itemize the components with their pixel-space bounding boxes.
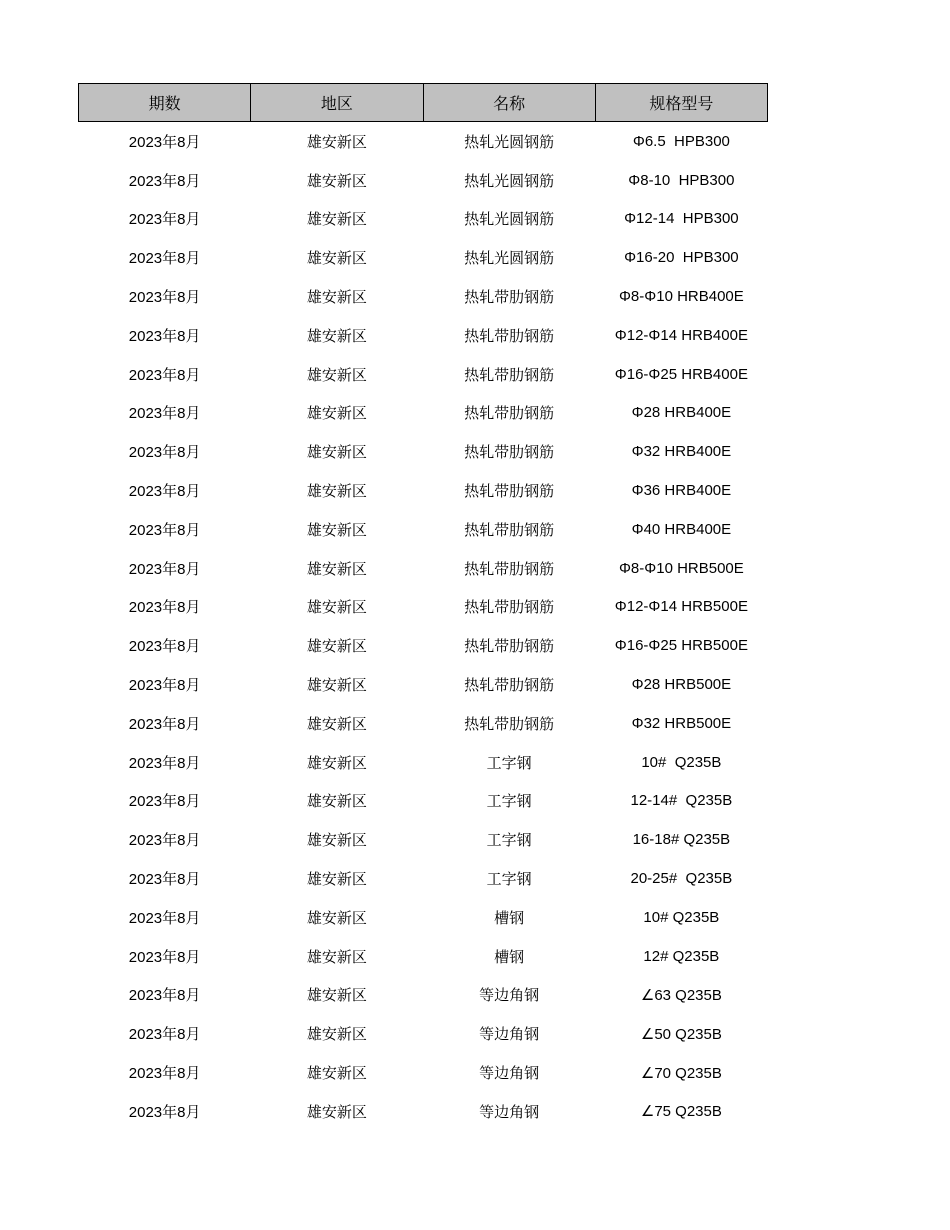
cell-spec[interactable]: 12# Q235B: [643, 947, 720, 965]
cell-period[interactable]: 2023年8月: [128, 638, 201, 656]
cell-spec[interactable]: Φ28 HRB500E: [631, 676, 732, 694]
cell-region[interactable]: 雄安新区: [306, 289, 367, 307]
cell-period[interactable]: 2023年8月: [128, 754, 201, 772]
cell-spec[interactable]: Φ8-Φ10 HRB400E: [618, 288, 744, 306]
cell-name[interactable]: 工字钢: [486, 871, 532, 889]
cell-period[interactable]: 2023年8月: [128, 211, 201, 229]
cell-region[interactable]: 雄安新区: [306, 987, 367, 1005]
cell-period[interactable]: 2023年8月: [128, 289, 201, 307]
table-row: [79, 626, 768, 665]
cell-region[interactable]: 雄安新区: [306, 483, 367, 501]
cell-spec[interactable]: Φ12-14 HPB300: [624, 210, 739, 228]
cell-spec[interactable]: Φ16-20 HPB300: [624, 249, 739, 267]
cell-period[interactable]: 2023年8月: [128, 793, 201, 811]
cell-name[interactable]: 热轧带肋钢筋: [464, 289, 555, 307]
cell-region[interactable]: 雄安新区: [306, 133, 367, 151]
cell-period[interactable]: 2023年8月: [128, 560, 201, 578]
table-row: [79, 976, 768, 1015]
cell-region[interactable]: 雄安新区: [306, 211, 367, 229]
cell-name[interactable]: 热轧带肋钢筋: [464, 638, 555, 656]
cell-name[interactable]: 热轧光圆钢筋: [464, 211, 555, 229]
cell-period[interactable]: 2023年8月: [128, 948, 201, 966]
cell-region[interactable]: 雄安新区: [306, 715, 367, 733]
header-region[interactable]: 地区: [251, 84, 423, 122]
cell-name[interactable]: 等边角钢: [479, 1103, 540, 1121]
table-row: [79, 200, 768, 239]
cell-period[interactable]: 2023年8月: [128, 405, 201, 423]
table-row: [79, 898, 768, 937]
table-row: [79, 161, 768, 200]
table-row: [79, 355, 768, 394]
cell-spec[interactable]: 20-25# Q235B: [630, 870, 733, 888]
cell-name[interactable]: 热轧带肋钢筋: [464, 444, 555, 462]
cell-period[interactable]: 2023年8月: [128, 1065, 201, 1083]
cell-spec[interactable]: ∠63 Q235B: [640, 986, 722, 1004]
cell-period[interactable]: 2023年8月: [128, 909, 201, 927]
cell-name[interactable]: 热轧带肋钢筋: [464, 327, 555, 345]
cell-region[interactable]: 雄安新区: [306, 793, 367, 811]
cell-name[interactable]: 热轧带肋钢筋: [464, 715, 555, 733]
table-body: [79, 122, 768, 1131]
cell-name[interactable]: 热轧光圆钢筋: [464, 250, 555, 268]
cell-period[interactable]: 2023年8月: [128, 483, 201, 501]
cell-name[interactable]: 热轧带肋钢筋: [464, 560, 555, 578]
cell-period[interactable]: 2023年8月: [128, 327, 201, 345]
cell-region[interactable]: 雄安新区: [306, 250, 367, 268]
cell-name[interactable]: 热轧带肋钢筋: [464, 521, 555, 539]
cell-region[interactable]: 雄安新区: [306, 1065, 367, 1083]
table-row: [79, 782, 768, 821]
cell-name[interactable]: 热轧带肋钢筋: [464, 599, 555, 617]
cell-region[interactable]: 雄安新区: [306, 366, 367, 384]
cell-name[interactable]: 等边角钢: [479, 1065, 540, 1083]
cell-name[interactable]: 等边角钢: [479, 1026, 540, 1044]
cell-spec[interactable]: ∠70 Q235B: [640, 1064, 722, 1082]
cell-period[interactable]: 2023年8月: [128, 715, 201, 733]
cell-period[interactable]: 2023年8月: [128, 832, 201, 850]
cell-period[interactable]: 2023年8月: [128, 521, 201, 539]
table-row: [79, 859, 768, 898]
cell-spec[interactable]: Φ32 HRB400E: [631, 443, 732, 461]
cell-period[interactable]: 2023年8月: [128, 987, 201, 1005]
cell-period[interactable]: 2023年8月: [128, 133, 201, 151]
header-period[interactable]: 期数: [79, 84, 251, 122]
table-header: [79, 84, 768, 122]
table-row: [79, 1053, 768, 1092]
cell-spec[interactable]: Φ36 HRB400E: [631, 482, 732, 500]
cell-spec[interactable]: ∠50 Q235B: [640, 1025, 722, 1043]
cell-region[interactable]: 雄安新区: [306, 599, 367, 617]
cell-spec[interactable]: 12-14# Q235B: [630, 792, 733, 810]
cell-region[interactable]: 雄安新区: [306, 909, 367, 927]
cell-region[interactable]: 雄安新区: [306, 1103, 367, 1121]
cell-name[interactable]: 槽钢: [494, 948, 525, 966]
cell-name[interactable]: 热轧光圆钢筋: [464, 172, 555, 190]
cell-spec[interactable]: Φ28 HRB400E: [631, 404, 732, 422]
cell-name[interactable]: 热轧光圆钢筋: [464, 133, 555, 151]
table-row: [79, 316, 768, 355]
cell-region[interactable]: 雄安新区: [306, 444, 367, 462]
cell-spec[interactable]: Φ12-Φ14 HRB500E: [614, 598, 748, 616]
header-name[interactable]: 名称: [423, 84, 595, 122]
cell-period[interactable]: 2023年8月: [128, 677, 201, 695]
table-row: [79, 510, 768, 549]
table-row: [79, 471, 768, 510]
table-row: [79, 588, 768, 627]
cell-spec[interactable]: Φ16-Φ25 HRB400E: [614, 365, 748, 383]
cell-name[interactable]: 热轧带肋钢筋: [464, 677, 555, 695]
cell-region[interactable]: 雄安新区: [306, 172, 367, 190]
cell-name[interactable]: 热轧带肋钢筋: [464, 405, 555, 423]
cell-spec[interactable]: 10# Q235B: [641, 753, 722, 771]
cell-region[interactable]: 雄安新区: [306, 832, 367, 850]
table-row: [79, 665, 768, 704]
table-row: [79, 1014, 768, 1053]
cell-region[interactable]: 雄安新区: [306, 1026, 367, 1044]
cell-period[interactable]: 2023年8月: [128, 172, 201, 190]
cell-spec[interactable]: Φ16-Φ25 HRB500E: [614, 637, 748, 655]
cell-name[interactable]: 工字钢: [486, 793, 532, 811]
cell-spec[interactable]: 16-18# Q235B: [632, 831, 731, 849]
table-row: [79, 277, 768, 316]
table-row: [79, 704, 768, 743]
table-row: [79, 1092, 768, 1131]
table-row: [79, 937, 768, 976]
spreadsheet-sheet: [78, 83, 768, 1131]
cell-period[interactable]: 2023年8月: [128, 250, 201, 268]
cell-region[interactable]: 雄安新区: [306, 560, 367, 578]
table-row: [79, 549, 768, 588]
cell-spec[interactable]: 10# Q235B: [643, 908, 720, 926]
cell-name[interactable]: 工字钢: [486, 754, 532, 772]
cell-region[interactable]: 雄安新区: [306, 405, 367, 423]
cell-name[interactable]: 热轧带肋钢筋: [464, 366, 555, 384]
cell-period[interactable]: 2023年8月: [128, 366, 201, 384]
cell-spec[interactable]: ∠75 Q235B: [640, 1103, 722, 1121]
cell-region[interactable]: 雄安新区: [306, 948, 367, 966]
cell-name[interactable]: 槽钢: [494, 909, 525, 927]
cell-period[interactable]: 2023年8月: [128, 444, 201, 462]
cell-region[interactable]: 雄安新区: [306, 871, 367, 889]
cell-spec[interactable]: Φ8-10 HPB300: [628, 171, 735, 189]
cell-name[interactable]: 工字钢: [486, 832, 532, 850]
table-row: [79, 122, 768, 161]
table-row: [79, 394, 768, 433]
cell-spec[interactable]: Φ12-Φ14 HRB400E: [614, 326, 748, 344]
table-row: [79, 238, 768, 277]
cell-region[interactable]: 雄安新区: [306, 754, 367, 772]
cell-spec[interactable]: Φ32 HRB500E: [631, 714, 732, 732]
cell-region[interactable]: 雄安新区: [306, 327, 367, 345]
table-row: [79, 820, 768, 859]
cell-period[interactable]: 2023年8月: [128, 1103, 201, 1121]
cell-spec[interactable]: Φ40 HRB400E: [631, 520, 732, 538]
price-table: [78, 83, 768, 1131]
cell-period[interactable]: 2023年8月: [128, 871, 201, 889]
table-row: [79, 432, 768, 471]
cell-period[interactable]: 2023年8月: [128, 599, 201, 617]
cell-region[interactable]: 雄安新区: [306, 521, 367, 539]
header-spec[interactable]: 规格型号: [595, 84, 767, 122]
cell-spec[interactable]: Φ6.5 HPB300: [632, 132, 730, 150]
header-row: [79, 84, 768, 122]
cell-region[interactable]: 雄安新区: [306, 638, 367, 656]
table-row: [79, 743, 768, 782]
cell-spec[interactable]: Φ8-Φ10 HRB500E: [618, 559, 744, 577]
cell-region[interactable]: 雄安新区: [306, 677, 367, 695]
cell-period[interactable]: 2023年8月: [128, 1026, 201, 1044]
cell-name[interactable]: 热轧带肋钢筋: [464, 483, 555, 501]
cell-name[interactable]: 等边角钢: [479, 987, 540, 1005]
